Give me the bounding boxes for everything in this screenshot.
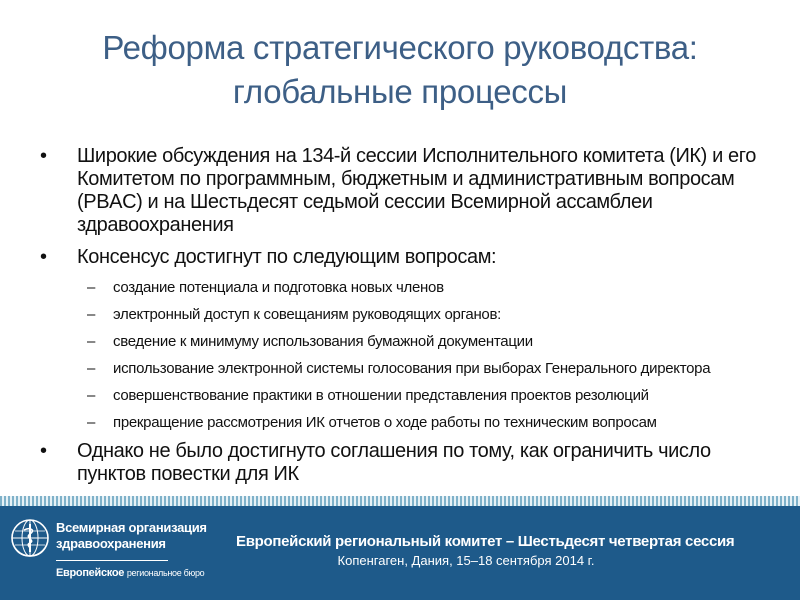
sub-bullet-item xyxy=(40,305,770,324)
sub-bullet-item xyxy=(40,278,770,297)
sub-bullet-marker: – xyxy=(87,306,96,323)
who-name-line-1: Всемирная организация xyxy=(56,520,207,535)
bullet-marker: • xyxy=(40,145,47,167)
slide-title xyxy=(0,26,800,114)
region-office: региональное бюро xyxy=(126,568,205,578)
bullet-marker: • xyxy=(40,440,47,462)
sub-bullet-item xyxy=(40,386,770,405)
bullet-item xyxy=(40,440,770,486)
bullet-text: Широкие обсуждения на 134-й сессии Исполнительного комитета (ИК) и его Комитетом по программным, бюджетным и административным вопросам (PBAC) и на Шестьдесят седьмой сессии Всемирной ассамблеи здравоохранения xyxy=(77,145,756,236)
sub-bullet-marker: – xyxy=(87,279,96,296)
slide-title-line-2: глобальные процессы xyxy=(232,73,568,110)
bullet-text: Однако не было достигнуто соглашения по тому, как ограничить число пунктов повестки для ИК xyxy=(77,440,711,485)
who-emblem-icon xyxy=(10,518,50,558)
sub-bullet-text: использование электронной системы голосования при выборах Генерального директора xyxy=(113,360,711,377)
sub-bullet-text: сведение к минимуму использования бумажной документации xyxy=(113,333,533,350)
sub-bullet-marker: – xyxy=(87,387,96,404)
bullet-marker: • xyxy=(40,246,47,268)
committee-title: Европейский региональный комитет – Шестьдесят четвертая сессия xyxy=(236,533,735,550)
sub-bullet-marker: – xyxy=(87,333,96,350)
sub-bullet-marker: – xyxy=(87,414,96,431)
who-name-line-2: здравоохранения xyxy=(56,536,166,551)
sub-bullet-text: создание потенциала и подготовка новых членов xyxy=(113,279,444,296)
sub-bullet-item xyxy=(40,359,770,378)
sub-bullet-marker: – xyxy=(87,360,96,377)
bullet-item xyxy=(40,246,770,269)
slide-title-line-1: Реформа стратегического руководства: xyxy=(102,29,698,66)
committee-subtitle: Копенгаген, Дания, 15–18 сентября 2014 г. xyxy=(337,553,595,568)
sub-bullet-text: прекращение рассмотрения ИК отчетов о ходе работы по техническим вопросам xyxy=(113,414,657,431)
logo-divider xyxy=(56,560,168,561)
sub-bullet-item xyxy=(40,332,770,351)
sub-bullet-text: совершенствование практики в отношении представления проектов резолюций xyxy=(113,387,649,404)
decorative-stripe xyxy=(0,496,800,506)
sub-bullet-text: электронный доступ к совещаниям руководящих органов: xyxy=(113,306,502,323)
regional-office-label xyxy=(56,566,204,580)
committee-info xyxy=(236,532,735,570)
who-name xyxy=(56,520,207,552)
bullet-list xyxy=(40,145,770,495)
sub-bullet-item xyxy=(40,413,770,432)
footer-bar xyxy=(0,506,800,600)
bullet-text: Консенсус достигнут по следующим вопросам: xyxy=(77,246,497,268)
bullet-item xyxy=(40,145,770,237)
region-name: Европейское xyxy=(56,567,125,579)
